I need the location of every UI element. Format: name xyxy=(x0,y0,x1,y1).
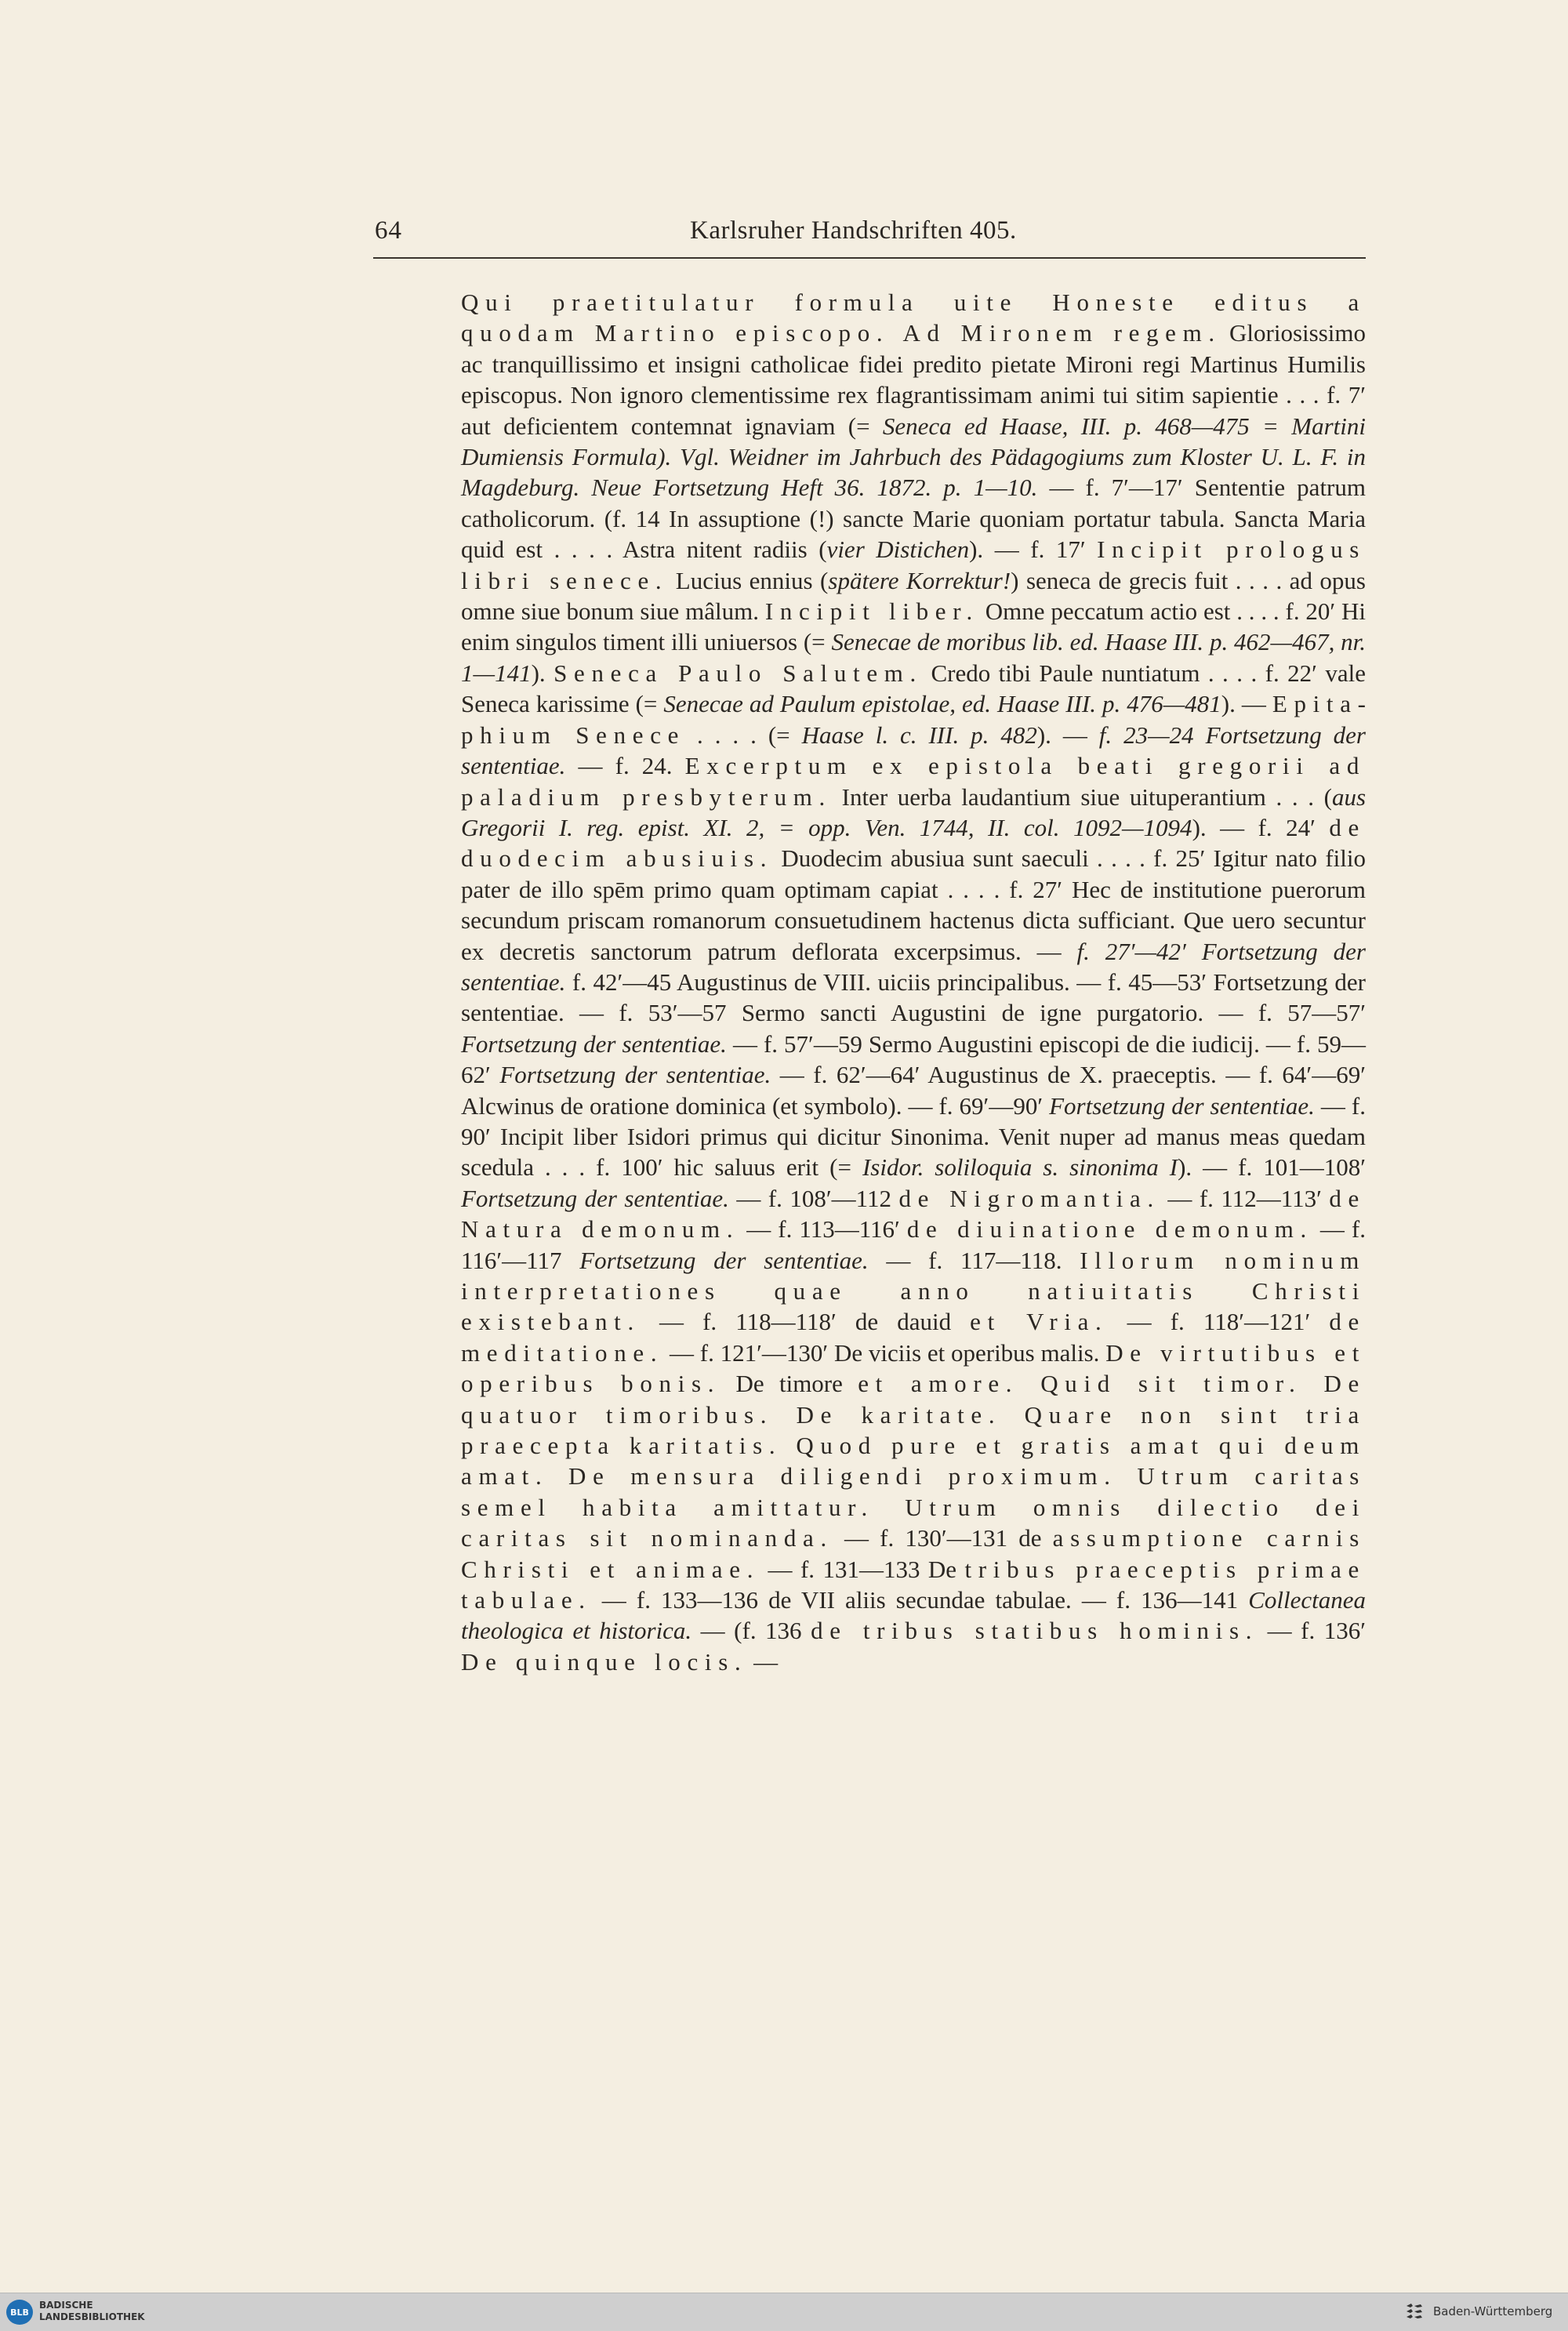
state-name: Baden-Württemberg xyxy=(1433,2304,1553,2318)
text-italic: Fortsetzung der sententiae. xyxy=(579,1246,869,1274)
text: — xyxy=(747,1647,779,1676)
text: ). — xyxy=(1036,721,1099,749)
text-spaced: De quinque locis. xyxy=(461,1647,748,1676)
catalog-paragraph xyxy=(461,287,1366,1677)
text: — f. 130′—131 de xyxy=(833,1524,1053,1552)
text-spaced: de diuinatione demonum. xyxy=(906,1215,1313,1244)
text-italic: Collectanea theologica et historica. xyxy=(461,1586,1366,1645)
text: — f. 113—116′ xyxy=(739,1215,907,1244)
text-italic: Senecae de moribus lib. ed. Haase III. p. 462—467, nr. 1—141 xyxy=(461,628,1366,687)
text: — f. 24. xyxy=(565,752,685,780)
text: — f. 62′—64′ Augustinus de X. praeceptis. — f. 64′—69′ Alcwinus de oratione dominica (et symbolo). — f. 69′—90′ xyxy=(461,1061,1366,1120)
text: Inter uerba laudantium siue uituperantium . . . ( xyxy=(831,782,1332,811)
text-spaced: Excerptum ex epistola beati gregorii ad paladium presbyterum. xyxy=(461,752,1367,811)
text: De timore xyxy=(720,1370,858,1398)
text-spaced: Illorum nominum interpretationes quae anno natiuitatis Christi existebant. xyxy=(461,1246,1366,1336)
text-spaced: Qui praetitulatur formula uite Honeste editus a quodam Martino episcopo. Ad Mironem regem. xyxy=(461,289,1366,347)
text: Gloriosissimo ac tranquillissimo et insigni catholicae fidei predito pietate Mironi regi Martinus Humilis episcopus. Non ignoro clementissime rex flagrantissimam animi tui sitim sapientie . . . f. 7′ aut deficientem contemnat ignaviam (= xyxy=(461,319,1366,440)
text: — f. 131—133 De xyxy=(760,1555,965,1583)
text: — f. 57′—59 Sermo Augustini episcopi de die iudicij. — f. 59—62′ xyxy=(461,1029,1367,1089)
text: Duodecim abusiua sunt saeculi . . . . f. 25′ Igitur nato filio pater de illo spēm primo quam optimam capiat . . . . f. 27′ Hec de institutione puerorum secundum priscam romanorum consuetudinem hactenus dicta sufficiant. Que uero secuntur ex decretis sanctorum patrum deflorata excerpsimus. — xyxy=(461,844,1366,965)
library-name-line2: LANDESBIBLIOTHEK xyxy=(39,2311,145,2322)
text: — f. 7′—17′ Sententie patrum catholicorum. (f. 14 In assuptione (!) sancte Marie quoniam portatur tabula. Sancta Maria quid est . . . . Astra nitent radiis ( xyxy=(461,474,1366,564)
baden-wuerttemberg-lions-icon xyxy=(1403,2301,1427,2323)
text: Lucius ennius ( xyxy=(668,566,829,594)
text-italic: f. 27′—42′ Fortsetzung der sententiae. xyxy=(461,937,1366,996)
text-spaced: de tribus statibus hominis. xyxy=(811,1617,1259,1645)
text-spaced: de meditatione. xyxy=(461,1308,1366,1367)
text-spaced: de Natura demonum. xyxy=(461,1184,1366,1244)
text: — f. 116′—117 xyxy=(461,1215,1367,1274)
text-italic: Haase l. c. III. p. 482 xyxy=(801,721,1037,749)
text: — f. 90′ Incipit liber Isidori primus qui dicitur Sinonima. Venit nuper ad manus meas quedam scedula . . . f. 100′ hic saluus erit (= xyxy=(461,1091,1366,1182)
running-head: Karlsruher Handschriften 405. xyxy=(690,216,1017,245)
viewer-footer-bar xyxy=(0,2293,1568,2331)
text-italic: spätere Korrektur! xyxy=(828,566,1011,594)
page-number: 64 xyxy=(375,216,402,245)
text-italic: Isidor. soliloquia s. sinonima I xyxy=(862,1153,1178,1182)
text: — f. 136′ xyxy=(1258,1617,1366,1645)
text: — f. 118′—121′ xyxy=(1108,1308,1330,1336)
text: — f. 133—136 de VII aliis secundae tabulae. — f. 136—141 xyxy=(591,1586,1249,1614)
text: . . . . (= xyxy=(685,721,802,749)
library-name-line1: BADISCHE xyxy=(39,2300,93,2311)
text-spaced: et Vria. xyxy=(970,1308,1109,1336)
text-spaced: De virtutibus et operibus bonis. xyxy=(461,1338,1366,1398)
text-italic: aus Gregorii I. reg. epist. XI. 2, = opp. Ven. 1744, II. col. 1092—1094 xyxy=(461,782,1367,841)
text-spaced: et amore. Quid sit timor. De quatuor timoribus. De karitate. Quare non sint tria praecepta karitatis. Quod pure et gratis amat qui deum amat. De mensura diligendi proximum. Utrum caritas semel habita amittatur. Utrum omnis dilectio dei caritas sit nominanda. xyxy=(461,1370,1366,1552)
text: — f. 112—113′ xyxy=(1160,1184,1330,1212)
text: Credo tibi Paule nuntiatum . . . . f. 22′ vale Seneca karissime (= xyxy=(461,659,1366,718)
text-italic: Fortsetzung der sententiae. xyxy=(461,1184,729,1212)
text: — (f. 136 xyxy=(691,1617,811,1645)
text-spaced: Incipit prologus libri senece. xyxy=(461,536,1367,594)
text: — f. 121′—130′ De viciis et operibus malis. xyxy=(663,1338,1106,1367)
text-spaced: assumptione carnis Christi et animae. xyxy=(461,1524,1366,1583)
text-italic: Fortsetzung der sententiae. xyxy=(461,1029,727,1058)
text-italic: Senecae ad Paulum epistolae, ed. Haase III. p. 476—481 xyxy=(663,690,1221,718)
library-name xyxy=(39,2300,212,2323)
text-italic: Seneca ed Haase, III. p. 468—475 = Martini Dumiensis Formula). Vgl. Weidner im Jahrbuch des Pädagogiums zum Kloster U. L. F. in Magdeburg. Neue Fortsetzung Heft 36. 1872. p. 1—10. xyxy=(461,412,1366,502)
text-spaced: tribus praeceptis primae tabulae. xyxy=(461,1555,1366,1614)
text: f. 42′—45 Augustinus de VIII. uiciis principalibus. — f. 45—53′ Fortsetzung der sententiae. — f. 53′—57 Sermo sancti Augustini de igne purgatorio. — f. 57—57′ xyxy=(461,968,1366,1027)
text-spaced: de duodecim abusiuis. xyxy=(461,813,1366,873)
text: ). — f. 17′ xyxy=(969,536,1098,564)
text-spaced: Epitaphium Senece xyxy=(461,690,1366,749)
text-italic: f. 23—24 Fortsetzung der sententiae. xyxy=(461,721,1366,780)
text-spaced: Seneca Paulo Salutem. xyxy=(554,659,923,687)
text: ). — xyxy=(1221,690,1272,718)
text-italic: vier Distichen xyxy=(826,536,970,564)
text: — f. 117—118. xyxy=(868,1246,1080,1274)
text: — f. 108′—112 xyxy=(728,1184,899,1212)
text-spaced: de Nigromantia. xyxy=(898,1184,1160,1212)
text: ). — f. 101—108′ xyxy=(1178,1153,1367,1182)
page-header xyxy=(373,216,1366,259)
blb-logo-icon: BLB xyxy=(6,2300,33,2325)
text-italic: Fortsetzung der sententiae. xyxy=(499,1061,771,1089)
text: ). xyxy=(531,659,554,687)
text-italic: Fortsetzung der sententiae. xyxy=(1049,1091,1315,1120)
text: Omne peccatum actio est . . . . f. 20′ Hi enim singulos timent illi uniuersos (= xyxy=(461,597,1366,656)
text: — f. 118—118′ de dauid xyxy=(640,1308,971,1336)
catalog-entry-text xyxy=(461,287,1366,1677)
text: ). — f. 24′ xyxy=(1192,813,1330,841)
text: ) seneca de grecis fuit . . . . ad opus omne siue bonum siue mâlum. xyxy=(461,566,1366,626)
text-spaced: Incipit liber. xyxy=(764,597,979,626)
